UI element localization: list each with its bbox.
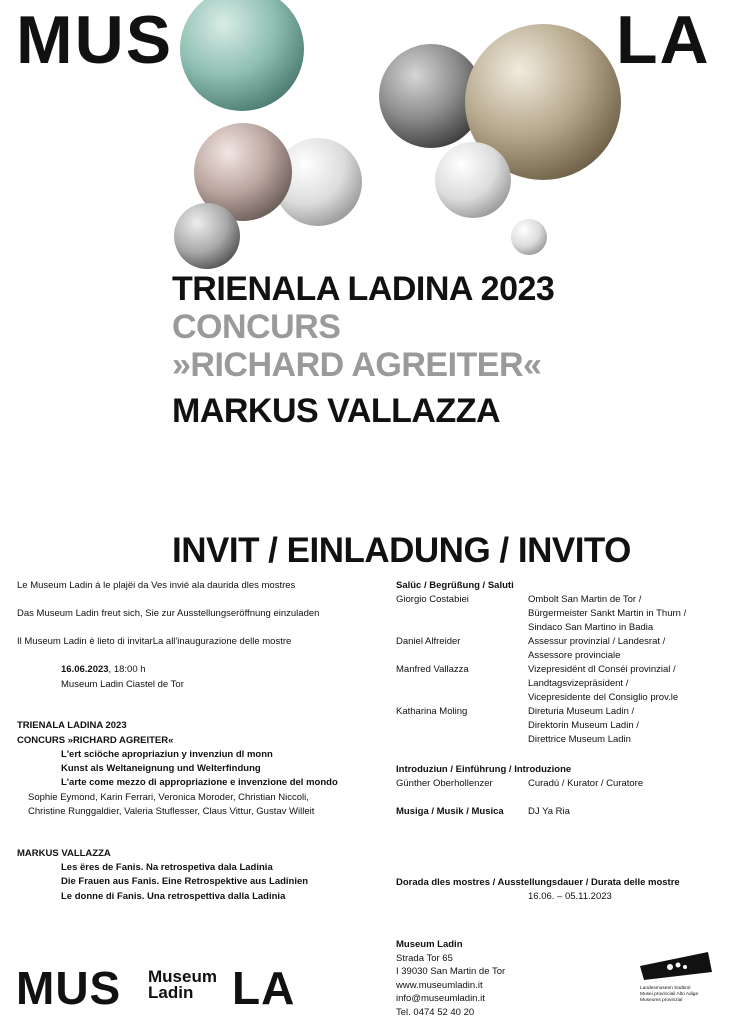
sphere-white-mid [435,142,511,218]
person-role: Direttrice Museum Ladin [528,734,631,745]
vallazza-theme-it: Le donne di Fanis. Una retrospettiva dalla Ladinia [61,891,286,902]
durata-heading: Dorada dles mostres / Ausstellungsdauer / Durata delle mostre [396,877,680,888]
intro-ladin: Le Museum Ladin á le plajëi da Ves invié ala daurida dles mostres [17,580,296,591]
person-role: Ombolt San Martin de Tor / [528,594,642,605]
artists-line-1: Sophie Eymond, Karin Ferrari, Veronica Moroder, Christian Niccoli, [28,792,309,803]
person-roles [528,705,639,747]
headline-vallazza: MARKUS VALLAZZA [172,392,501,430]
spheres-artwork [0,0,729,270]
contact-name: Museum Ladin [396,939,463,950]
sphere-grey-small [174,203,240,269]
contact-web[interactable]: www.museumladin.it [396,979,483,991]
person-role: Vizepresidënt dl Conséi provinzial / [528,664,676,675]
footer-logo-la: LA [232,962,296,1014]
event-place: Museum Ladin Ciastel de Tor [61,679,184,690]
provincial-museums-logo [640,952,712,1004]
durata-value: 16.06. – 05.11.2023 [528,891,612,902]
saluti-person [396,705,686,747]
provincial-line-1: Landesmuseen Südtirol [640,986,691,991]
saluti-person [396,635,686,663]
musiga-heading: Musiga / Musik / Musica [396,806,504,817]
person-name: Giorgio Costabiei [396,594,469,605]
trienala-subtitle: CONCURS »RICHARD AGREITER« [17,735,174,746]
trienala-theme-it: L'arte come mezzo di appropriazione e invenzione del mondo [61,777,338,788]
headline-agreiter: »RICHARD AGREITER« [172,346,542,384]
introduziun-row [396,777,643,791]
saluti-person [396,663,686,705]
vallazza-theme-lad: Les ëres de Fanis. Na retrospetiva dala Ladinia [61,862,273,873]
person-role: Vicepresidente del Consiglio prov.le [528,692,679,703]
logo-mus: MUS [16,2,174,78]
provincial-line-2: Musei provinciali Alto Adige [640,992,699,997]
vallazza-theme-de: Die Frauen aus Fanis. Eine Retrospektive aus Ladinien [61,876,309,887]
provincial-museums-emblem-icon [640,952,712,980]
event-datetime [61,663,146,677]
person-role: Direktorin Museum Ladin / [528,720,639,731]
person-name: Manfred Vallazza [396,664,469,675]
introduziun-heading: Introduziun / Einführung / Introduzione [396,764,572,775]
musiga-row [396,805,570,819]
person-role: Direturia Museum Ladin / [528,706,635,717]
saluti-list [396,593,686,747]
sphere-teal [180,0,304,111]
footer-logo-museum: Museum [148,967,217,986]
logo-la: LA [616,2,711,78]
contact-email[interactable]: info@museumladin.it [396,993,485,1004]
person-roles [528,635,665,663]
invitation-heading: INVIT / EINLADUNG / INVITO [172,531,631,570]
person-roles [528,663,678,705]
person-role: Bürgermeister Sankt Martin in Thurn / [528,608,687,619]
trienala-theme-lad: L'ert sciöche apropriaziun y invenziun dl monn [61,749,273,760]
person-role: Assessur provinzial / Landesrat / [528,636,666,647]
musiga-value: DJ Ya Ria [528,806,570,817]
trienala-title: TRIENALA LADINA 2023 [17,720,127,731]
footer-logo-mus: MUS [16,962,122,1014]
curator-name: Günther Oberhollenzer [396,778,493,789]
person-name: Katharina Moling [396,706,468,717]
headline-concurs: CONCURS [172,308,341,346]
intro-deutsch: Das Museum Ladin freut sich, Sie zur Ausstellungseröffnung einzuladen [17,608,320,619]
person-role: Assessore provinciale [528,650,621,661]
event-date: 16.06.2023 [61,664,109,675]
person-roles [528,593,686,635]
contact-street: Strada Tor 65 [396,952,453,964]
contact-city: I 39030 San Martin de Tor [396,966,506,977]
contact-tel: Tel. 0474 52 40 20 [396,1006,475,1018]
headline-trienala: TRIENALA LADINA 2023 [172,270,555,308]
footer-logo-museum-ladin [148,969,217,1001]
person-role: Landtagsvizepräsident / [528,678,629,689]
artists-line-2: Christine Runggaldier, Valeria Stuflesser, Claus Vittur, Gustav Willeit [28,806,315,817]
provincial-line-3: Museums provinzial [640,998,683,1003]
person-role: Sindaco San Martino in Badia [528,622,654,633]
saluti-heading: Salüc / Begrüßung / Saluti [396,580,514,591]
trienala-theme-de: Kunst als Weltaneignung und Welterfindung [61,763,261,774]
event-time: , 18:00 h [108,664,146,675]
vallazza-title: MARKUS VALLAZZA [17,848,111,859]
saluti-person [396,593,686,635]
contact-block [396,938,505,1019]
footer-logo-ladin: Ladin [148,983,194,1002]
person-name: Daniel Alfreider [396,636,461,647]
curator-role: Curadú / Kurator / Curatore [528,778,644,789]
sphere-white-tiny [511,219,547,255]
intro-italiano: Il Museum Ladin è lieto di invitarLa all'inaugurazione delle mostre [17,636,292,647]
headline [172,270,554,430]
